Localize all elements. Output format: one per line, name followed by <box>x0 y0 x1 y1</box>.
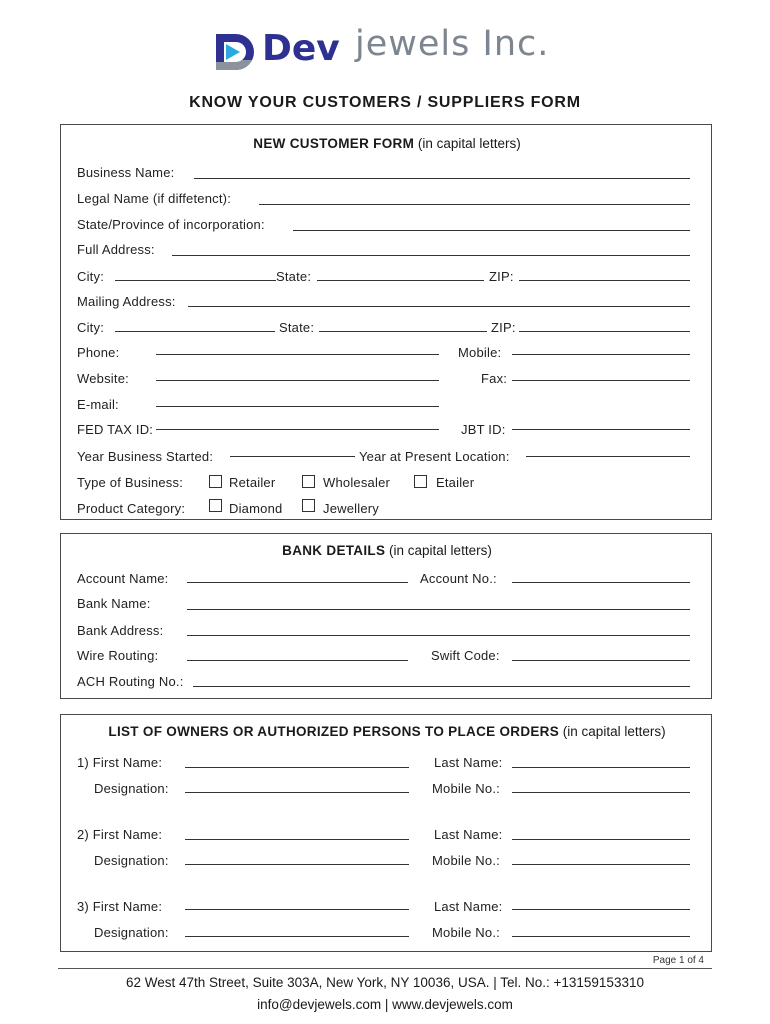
fed-tax-label: FED TAX ID: <box>77 422 154 437</box>
swift-code-field[interactable] <box>512 660 690 661</box>
jewellery-option-label: Jewellery <box>323 501 379 516</box>
logo-word-jewels: jewels Inc. <box>355 24 550 64</box>
bank-name-label: Bank Name: <box>77 596 151 611</box>
wholesaler-option-label: Wholesaler <box>323 475 391 490</box>
wire-routing-field[interactable] <box>187 660 408 661</box>
owner1-designation-field[interactable] <box>185 792 409 793</box>
bank-name-field[interactable] <box>187 609 690 610</box>
state-incorporation-label: State/Province of incorporation: <box>77 217 265 232</box>
mailing-zip-label: ZIP: <box>491 320 516 335</box>
wire-routing-label: Wire Routing: <box>77 648 159 663</box>
swift-code-label: Swift Code: <box>431 648 500 663</box>
year-started-label: Year Business Started: <box>77 449 214 464</box>
form-title: KNOW YOUR CUSTOMERS / SUPPLIERS FORM <box>189 94 581 111</box>
new-customer-heading-text: NEW CUSTOMER FORM <box>253 136 415 151</box>
mailing-address-label: Mailing Address: <box>77 294 176 309</box>
mobile-label: Mobile: <box>458 345 502 360</box>
owner1-last-name-field[interactable] <box>512 767 690 768</box>
business-name-field[interactable] <box>194 178 690 179</box>
diamond-checkbox[interactable] <box>209 499 222 512</box>
owner3-designation-label: Designation: <box>94 925 169 940</box>
owner1-designation-label: Designation: <box>94 781 169 796</box>
jewellery-checkbox[interactable] <box>302 499 315 512</box>
owner1-mobile-field[interactable] <box>512 792 690 793</box>
owners-heading <box>61 724 713 739</box>
state-incorporation-field[interactable] <box>293 230 690 231</box>
bank-details-heading-text: BANK DETAILS <box>282 543 386 558</box>
year-present-label: Year at Present Location: <box>359 449 510 464</box>
owners-section <box>60 714 712 952</box>
state-label: State: <box>276 269 312 284</box>
city-label: City: <box>77 269 104 284</box>
legal-name-field[interactable] <box>259 204 690 205</box>
account-no-label: Account No.: <box>420 571 497 586</box>
new-customer-heading <box>61 136 713 151</box>
year-started-field[interactable] <box>230 456 355 457</box>
phone-label: Phone: <box>77 345 120 360</box>
account-no-field[interactable] <box>512 582 690 583</box>
retailer-option-label: Retailer <box>229 475 276 490</box>
owner1-first-name-label: 1) First Name: <box>77 755 163 770</box>
year-present-field[interactable] <box>526 456 690 457</box>
owner2-last-name-field[interactable] <box>512 839 690 840</box>
wholesaler-checkbox[interactable] <box>302 475 315 488</box>
full-address-field[interactable] <box>172 255 690 256</box>
page-number: Page 1 of 4 <box>652 955 704 966</box>
mailing-address-field[interactable] <box>188 306 690 307</box>
account-name-label: Account Name: <box>77 571 169 586</box>
phone-field[interactable] <box>156 354 439 355</box>
zip-label: ZIP: <box>489 269 514 284</box>
business-name-label: Business Name: <box>77 165 175 180</box>
owner1-mobile-label: Mobile No.: <box>432 781 500 796</box>
etailer-option-label: Etailer <box>436 475 475 490</box>
owner3-designation-field[interactable] <box>185 936 409 937</box>
logo-mark-icon <box>212 30 258 74</box>
owner3-mobile-label: Mobile No.: <box>432 925 500 940</box>
owner3-first-name-field[interactable] <box>185 909 409 910</box>
etailer-checkbox[interactable] <box>414 475 427 488</box>
email-label: E-mail: <box>77 397 119 412</box>
type-of-business-label: Type of Business: <box>77 475 184 490</box>
bank-address-field[interactable] <box>187 635 690 636</box>
mobile-field[interactable] <box>512 354 690 355</box>
bank-details-heading <box>61 543 713 558</box>
website-field[interactable] <box>156 380 439 381</box>
state-field[interactable] <box>317 280 484 281</box>
owner2-first-name-field[interactable] <box>185 839 409 840</box>
email-field[interactable] <box>156 406 439 407</box>
new-customer-section <box>60 124 712 520</box>
fax-label: Fax: <box>481 371 508 386</box>
ach-routing-label: ACH Routing No.: <box>77 674 184 689</box>
owner3-last-name-label: Last Name: <box>434 899 503 914</box>
mailing-state-field[interactable] <box>319 331 487 332</box>
fax-field[interactable] <box>512 380 690 381</box>
owner2-designation-field[interactable] <box>185 864 409 865</box>
bank-details-section <box>60 533 712 699</box>
owner2-last-name-label: Last Name: <box>434 827 503 842</box>
owners-heading-note: (in capital letters) <box>562 724 666 739</box>
mailing-city-field[interactable] <box>115 331 275 332</box>
owner2-mobile-label: Mobile No.: <box>432 853 500 868</box>
city-field[interactable] <box>115 280 276 281</box>
jbt-label: JBT ID: <box>461 422 506 437</box>
logo-word-dev: Dev <box>262 28 340 69</box>
ach-routing-field[interactable] <box>193 686 690 687</box>
owner1-last-name-label: Last Name: <box>434 755 503 770</box>
website-label: Website: <box>77 371 129 386</box>
bank-address-label: Bank Address: <box>77 623 164 638</box>
mailing-zip-field[interactable] <box>519 331 690 332</box>
full-address-label: Full Address: <box>77 242 155 257</box>
owner2-mobile-field[interactable] <box>512 864 690 865</box>
owner3-mobile-field[interactable] <box>512 936 690 937</box>
bank-details-heading-note: (in capital letters) <box>389 543 492 558</box>
footer-divider <box>58 968 712 969</box>
legal-name-label: Legal Name (if diffetenct): <box>77 191 232 206</box>
owner3-first-name-label: 3) First Name: <box>77 899 163 914</box>
footer-contact: info@devjewels.com | www.devjewels.com <box>257 997 513 1012</box>
zip-field[interactable] <box>519 280 690 281</box>
mailing-city-label: City: <box>77 320 104 335</box>
owner2-designation-label: Designation: <box>94 853 169 868</box>
company-logo <box>212 24 572 76</box>
jbt-field[interactable] <box>512 429 690 430</box>
owners-heading-text: LIST OF OWNERS OR AUTHORIZED PERSONS TO PLACE ORDERS <box>108 724 560 739</box>
diamond-option-label: Diamond <box>229 501 283 516</box>
retailer-checkbox[interactable] <box>209 475 222 488</box>
owner1-first-name-field[interactable] <box>185 767 409 768</box>
fed-tax-field[interactable] <box>156 429 439 430</box>
mailing-state-label: State: <box>279 320 315 335</box>
account-name-field[interactable] <box>187 582 408 583</box>
footer-address: 62 West 47th Street, Suite 303A, New York, NY 10036, USA. | Tel. No.: +13159153310 <box>126 975 644 990</box>
product-category-label: Product Category: <box>77 501 186 516</box>
new-customer-heading-note: (in capital letters) <box>417 136 521 151</box>
owner2-first-name-label: 2) First Name: <box>77 827 163 842</box>
owner3-last-name-field[interactable] <box>512 909 690 910</box>
